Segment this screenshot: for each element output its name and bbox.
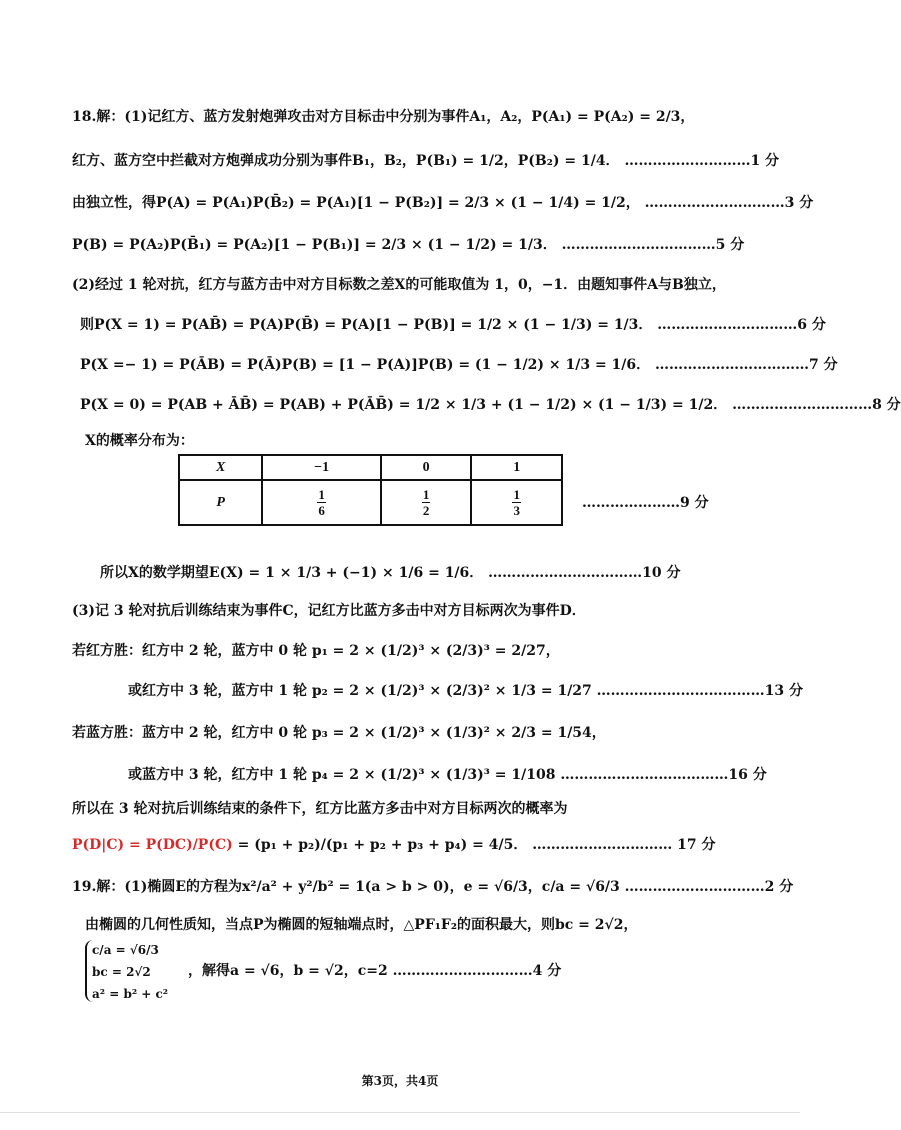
q18-line-10-text: 所以X的数学期望E(X) = 1 × 1/3 + (−1) × 1/6 = 1/6． — [100, 565, 484, 581]
q19-line-3 — [188, 962, 561, 980]
q18-line-6-text: 则P(X = 1) = P(AB̄) = P(A)P(B̄) = P(A)[1 − P(B)] = 1/2 × (1 − 1/3) = 1/3． — [80, 317, 653, 333]
table-header-p: P — [179, 480, 262, 525]
q18-line-6 — [80, 316, 826, 334]
score-marker: ……………………………7 分 — [655, 357, 838, 373]
q18-part2-intro: (2)经过 1 轮对抗，红方与蓝方击中对方目标数之差X的可能取值为 1，0，−1．由题知事件A与B独立， — [72, 277, 726, 293]
q18-line-4 — [72, 236, 744, 254]
fraction-numerator: 1 — [513, 487, 520, 503]
table-cell: 0 — [381, 455, 472, 480]
score-marker: ……………………………5 分 — [561, 237, 745, 253]
q18-line-4-text: P(B) = P(A₂)P(B̄₁) = P(A₂)[1 − P(B₁)] = 2/3 × (1 − 1/2) = 1/3． — [72, 237, 557, 253]
system-eq-3: a² = b² + c² — [92, 987, 169, 1001]
score-marker: ………………………………13 分 — [596, 683, 804, 699]
q18-line-16: 所以在 3 轮对抗后训练结束的条件下，红方比蓝方多击中对方目标两次的概率为 — [72, 801, 568, 817]
score-marker: …………………………6 分 — [657, 317, 826, 333]
q18-line-3-text: 由独立性，得P(A) = P(A₁)P(B̄₂) = P(A₁)[1 − P(B₂)] = 2/3 × (1 − 1/4) = 1/2， — [72, 195, 640, 211]
table-row — [179, 480, 562, 525]
q18-line-7-text: P(X =− 1) = P(ĀB) = P(Ā)P(B) = [1 − P(A)]P(B) = (1 − 1/2) × 1/3 = 1/6． — [80, 357, 651, 373]
table-cell — [381, 480, 472, 525]
conditional-probability-red: P(D|C) = P(DC)/P(C) — [72, 837, 233, 853]
q18-line-12: 若红方胜：红方中 2 轮，蓝方中 0 轮 p₁ = 2 × (1/2)³ × (2/3)³ = 2/27， — [72, 643, 560, 659]
q19-line-1 — [72, 878, 793, 896]
table-cell — [471, 480, 562, 525]
system-eq-1: c/a = √6/3 — [92, 943, 159, 957]
q18-line-17 — [72, 836, 715, 854]
fraction-numerator: 1 — [318, 487, 325, 503]
q19-line-2: 由椭圆的几何性质知，当点P为椭圆的短轴端点时，△PF₁F₂的面积最大，则bc = 2√2， — [85, 917, 638, 933]
score-marker: …………………9 分 — [582, 495, 709, 511]
system-eq-2: bc = 2√2 — [92, 965, 151, 979]
q18-line-3 — [72, 194, 813, 212]
q18-line-15 — [128, 766, 767, 784]
bottom-divider — [0, 1112, 800, 1113]
q19-line-1-text: 19.解：(1)椭圆E的方程为x²/a² + y²/b² = 1(a > b > 0)，e = √6/3，c/a = √6/3 — [72, 879, 620, 895]
q18-line-2-text: 红方、蓝方空中拦截对方炮弹成功分别为事件B₁，B₂，P(B₁) = 1/2，P(B₂) = 1/4． — [72, 153, 620, 169]
q18-part3-intro: (3)记 3 轮对抗后训练结束为事件C，记红方比蓝方多击中对方目标两次为事件D． — [72, 603, 586, 619]
score-marker: …………………………8 分 — [732, 397, 901, 413]
fraction-numerator: 1 — [422, 487, 430, 503]
distribution-heading: X的概率分布为： — [85, 433, 194, 449]
score-marker: …………………………3 分 — [644, 195, 814, 211]
table-cell: −1 — [262, 455, 381, 480]
q18-line-13-text: 或红方中 3 轮，蓝方中 1 轮 p₂ = 2 × (1/2)³ × (2/3)² × 1/3 = 1/27 — [128, 683, 592, 699]
q18-line-14: 若蓝方胜：蓝方中 2 轮，红方中 0 轮 p₃ = 2 × (1/2)³ × (1/3)² × 2/3 = 1/54， — [72, 725, 606, 741]
fraction-denominator: 2 — [422, 503, 430, 519]
q18-line-10 — [100, 564, 681, 582]
fraction-denominator: 6 — [318, 503, 325, 519]
q18-line-13 — [128, 682, 803, 700]
page-footer: 第3页，共4页 — [361, 1074, 439, 1088]
q18-line-2 — [72, 152, 779, 170]
score-marker: ………………………………16 分 — [560, 767, 767, 783]
score-marker: …………………………2 分 — [624, 879, 794, 895]
score-marker: ………………………1 分 — [624, 153, 780, 169]
q18-line-15-text: 或蓝方中 3 轮，红方中 1 轮 p₄ = 2 × (1/2)³ × (1/3)³ = 1/108 — [128, 767, 556, 783]
q18-line-1: 18.解：(1)记红方、蓝方发射炮弹攻击对方目标击中分别为事件A₁，A₂，P(A₁) = P(A₂) = 2/3， — [72, 109, 695, 125]
q18-line-8-text: P(X = 0) = P(AB + ĀB̄) = P(AB) + P(ĀB̄) = 1/2 × 1/3 + (1 − 1/2) × (1 − 1/3) = 1/2． — [80, 397, 728, 413]
score-marker: …………………………4 分 — [392, 963, 562, 979]
table-cell — [262, 480, 381, 525]
table-row — [179, 455, 562, 480]
score-marker: ………………………… 17 分 — [532, 837, 716, 853]
q18-line-7 — [80, 356, 838, 374]
probability-distribution-table — [178, 454, 563, 526]
q18-line-17-text: = (p₁ + p₂)/(p₁ + p₂ + p₃ + p₄) = 4/5． — [237, 837, 528, 853]
score-marker: ……………………………10 分 — [488, 565, 681, 581]
table-header-x: X — [179, 455, 262, 480]
q18-line-8 — [80, 396, 901, 414]
q19-line-3-text: ，解得a = √6，b = √2，c=2 — [188, 963, 388, 979]
fraction-denominator: 3 — [513, 503, 520, 519]
table-cell: 1 — [471, 455, 562, 480]
